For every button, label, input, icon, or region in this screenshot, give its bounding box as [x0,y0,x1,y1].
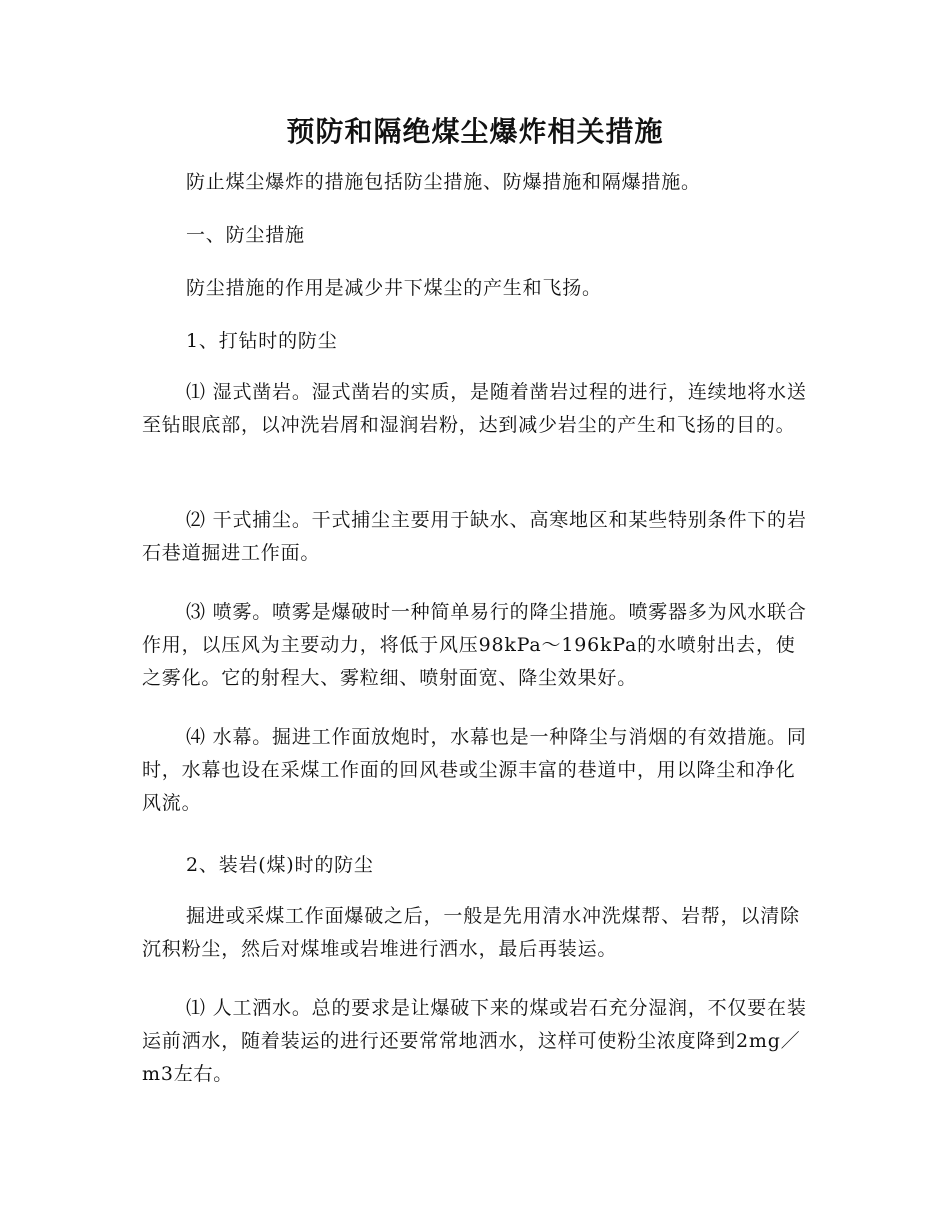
paragraph-water-curtain: ⑷ 水幕。掘进工作面放炮时，水幕也是一种降尘与消烟的有效措施。同时，水幕也设在采煤工作面的回风巷或尘源丰富的巷道中，用以降尘和净化风流。 [142,726,807,814]
section-heading-dust-prevention: 一、防尘措施 [186,224,305,246]
paragraph-dust-prevention-purpose: 防尘措施的作用是减少井下煤尘的产生和飞扬。 [186,277,602,299]
document-title: 预防和隔绝煤尘爆炸相关措施 [286,115,664,148]
subheading-drilling-dust: 1、打钻时的防尘 [186,330,338,352]
subheading-loading-dust: 2、装岩(煤)时的防尘 [186,854,374,876]
paragraph-wet-drilling: ⑴ 湿式凿岩。湿式凿岩的实质，是随着凿岩过程的进行，连续地将水送至钻眼底部，以冲洗岩屑和湿润岩粉，达到减少岩尘的产生和飞扬的目的。 [142,381,807,436]
paragraph-spray: ⑶ 喷雾。喷雾是爆破时一种简单易行的降尘措施。喷雾器多为风水联合作用，以压风为主要动力，将低于风压98kPa～196kPa的水喷射出去，使之雾化。它的射程大、雾粒细、喷射面宽、降尘效果好。 [142,601,807,689]
paragraph-intro: 防止煤尘爆炸的措施包括防尘措施、防爆措施和隔爆措施。 [186,171,701,193]
paragraph-dry-dust-capture: ⑵ 干式捕尘。干式捕尘主要用于缺水、高寒地区和某些特别条件下的岩石巷道掘进工作面。 [142,509,807,564]
paragraph-flushing: 掘进或采煤工作面爆破之后，一般是先用清水冲洗煤帮、岩帮，以清除沉积粉尘，然后对煤堆或岩堆进行洒水，最后再装运。 [142,905,800,960]
paragraph-manual-sprinkling: ⑴ 人工洒水。总的要求是让爆破下来的煤或岩石充分湿润，不仅要在装运前洒水，随着装运的进行还要常常地洒水，这样可使粉尘浓度降到2mg／m3左右。 [142,997,807,1085]
